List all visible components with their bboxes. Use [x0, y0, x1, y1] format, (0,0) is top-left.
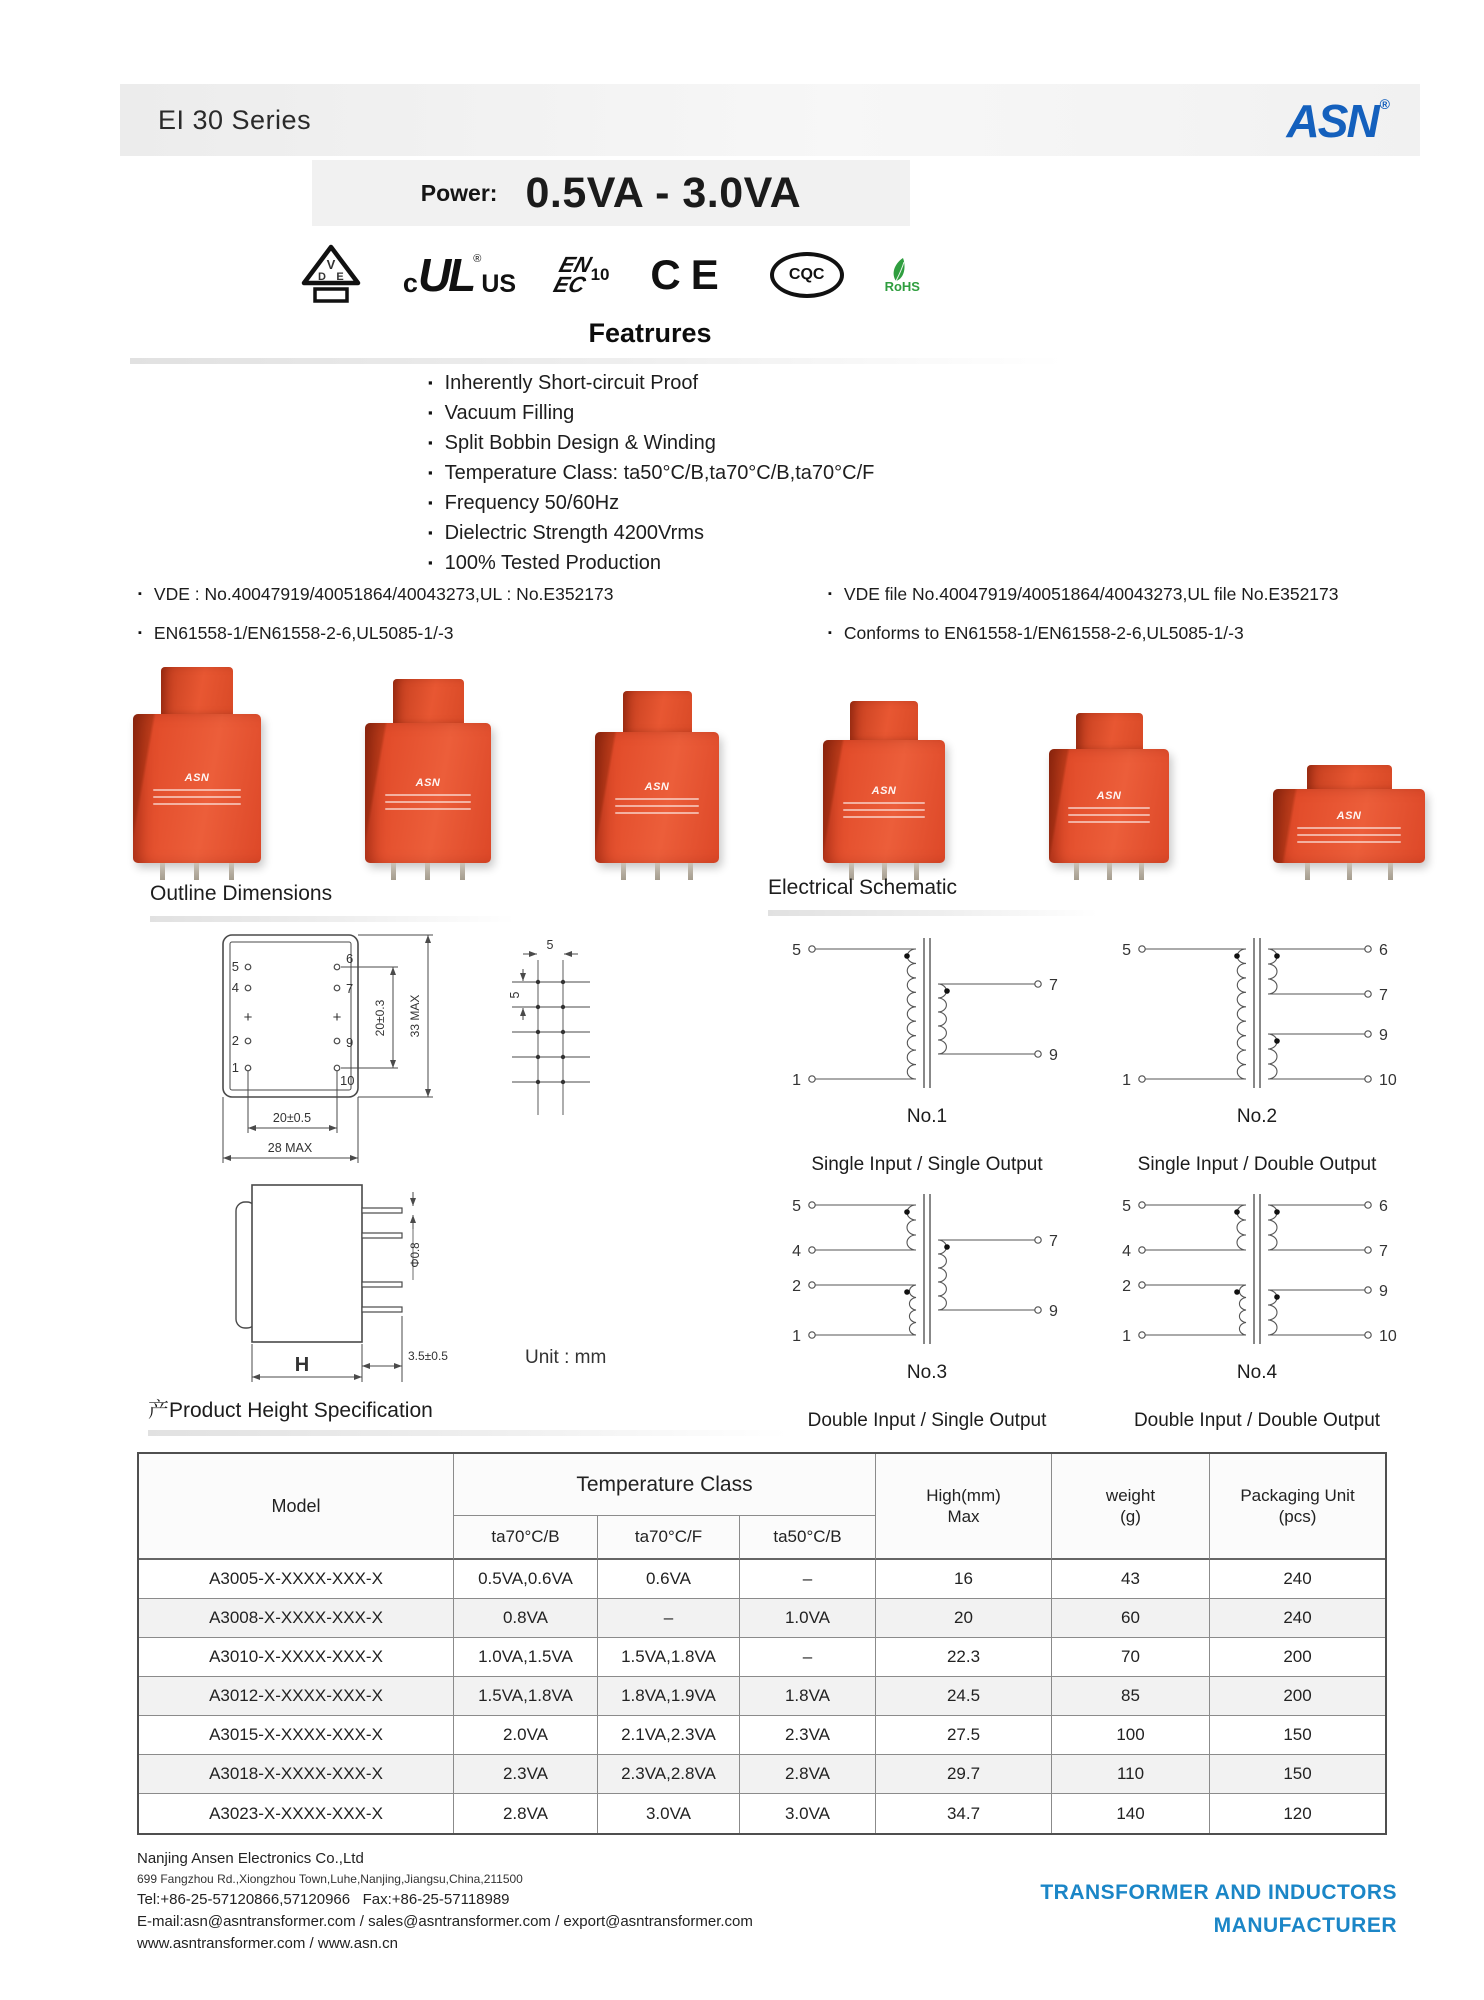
pin-label-1: 1 [231, 1060, 239, 1075]
schematic-figure-2 [1102, 924, 1412, 1102]
schematic-number: No.4 [1236, 1362, 1278, 1383]
table-cell: 1.0VA,1.5VA [454, 1638, 598, 1677]
vde-letter-v: V [326, 257, 336, 272]
table-cell: 85 [1052, 1677, 1210, 1716]
pin [688, 863, 693, 880]
table-cell: 27.5 [876, 1716, 1052, 1755]
table-cell: 0.8VA [454, 1599, 598, 1638]
label-line [1297, 841, 1400, 843]
grid-pitch-vertical: 5 [508, 991, 522, 999]
header-line: (pcs) [1278, 1507, 1317, 1526]
feature-text: Inherently Short-circuit Proof [444, 372, 699, 394]
table-cell: 110 [1052, 1755, 1210, 1794]
table-cell: 0.5VA,0.6VA [454, 1560, 598, 1599]
svg-text:10: 10 [1379, 1072, 1397, 1089]
transformer-label [1297, 810, 1400, 843]
table-cell: A3010-X-XXXX-XXX-X [139, 1638, 454, 1677]
table-cell: A3008-X-XXXX-XXX-X [139, 1599, 454, 1638]
outline-divider [150, 916, 515, 922]
schematic-cell [762, 1180, 1092, 1436]
height-spec-divider [148, 1430, 788, 1436]
svg-text:7: 7 [1379, 987, 1388, 1004]
table-header-cell [1052, 1454, 1210, 1560]
features-title: Featrures [588, 318, 712, 348]
pin-label-6: 6 [346, 951, 354, 966]
feature-item [428, 368, 874, 398]
power-band [312, 160, 910, 226]
pin [194, 863, 199, 880]
schematic-number: No.1 [906, 1106, 948, 1127]
label-line [1297, 834, 1400, 836]
svg-text:9: 9 [1379, 1027, 1388, 1044]
bullet-icon: ▪ [138, 588, 142, 600]
company-address: 699 Fangzhou Rd.,Xiongzhou Town,Luhe,Nanjing,Jiangsu,China,211500 [137, 1872, 523, 1886]
feature-text: Vacuum Filling [444, 402, 575, 424]
pin [460, 863, 465, 880]
transformer-top-cap [161, 667, 233, 714]
header-line: Max [947, 1507, 980, 1526]
feature-item [428, 458, 874, 488]
svg-text:1: 1 [1122, 1072, 1131, 1089]
table-cell: 3.0VA [598, 1794, 740, 1833]
cqc-mark-icon: CQC [770, 252, 844, 298]
table-cell: 1.5VA,1.8VA [598, 1638, 740, 1677]
vde-letter-e: E [336, 271, 344, 283]
label-line [153, 803, 240, 805]
transformer-label [843, 785, 926, 818]
schematic-caption: Single Input / Double Output [1137, 1154, 1377, 1175]
table-cell: 100 [1052, 1716, 1210, 1755]
label-line [843, 809, 926, 811]
transformer-photo [595, 691, 719, 880]
transformer-pins [160, 863, 234, 880]
svg-text:6: 6 [1379, 942, 1388, 959]
table-cell: 2.3VA [740, 1716, 876, 1755]
schematic-caption: Double Input / Double Output [1133, 1410, 1381, 1431]
svg-text:5: 5 [1122, 942, 1131, 959]
pin [1074, 863, 1079, 880]
tagline-line2: MANUFACTURER [1213, 1914, 1397, 1937]
pin [1107, 863, 1112, 880]
label-line [843, 802, 926, 804]
pin [655, 863, 660, 880]
header-band [120, 84, 1420, 156]
table-cell: 2.3VA,2.8VA [598, 1755, 740, 1794]
header-line: Packaging Unit [1240, 1485, 1355, 1505]
outline-dimensions-title: Outline Dimensions [150, 882, 333, 905]
dim-height-label: H [294, 1354, 310, 1376]
pin-label-2: 2 [231, 1033, 239, 1048]
cul-prefix: c [402, 268, 418, 298]
svg-text:4: 4 [1122, 1243, 1131, 1260]
dim-20-03: 20±0.3 [373, 999, 387, 1037]
feature-text: Dielectric Strength 4200Vrms [444, 522, 704, 544]
certification-row [300, 238, 920, 312]
transformer-body [133, 714, 261, 863]
feature-item [428, 548, 874, 578]
svg-text:1: 1 [792, 1072, 801, 1089]
compliance-text: EN61558-1/EN61558-2-6,UL5085-1/-3 [153, 623, 454, 643]
unit-label: Unit : mm [525, 1347, 607, 1368]
label-line [153, 789, 240, 791]
label-line [1068, 814, 1150, 816]
table-cell: 240 [1210, 1560, 1385, 1599]
table-cell: 0.6VA [598, 1560, 740, 1599]
power-label: Power: [420, 179, 498, 206]
label-line [615, 805, 699, 807]
dim-pin-length: 3.5±0.5 [408, 1349, 448, 1363]
transformer-pins [1074, 863, 1144, 880]
svg-text:9: 9 [1379, 1283, 1388, 1300]
pin [1139, 863, 1144, 880]
schematic-caption: Double Input / Single Output [807, 1410, 1047, 1431]
bullet-icon: ▪ [428, 465, 433, 480]
transformer-label [385, 777, 471, 810]
header-line: (g) [1120, 1507, 1141, 1526]
feature-text: Split Bobbin Design & Winding [444, 432, 716, 454]
table-cell: 140 [1052, 1794, 1210, 1833]
svg-text:4: 4 [792, 1243, 801, 1260]
table-cell: – [598, 1599, 740, 1638]
dim-pin-diameter: Φ0.8 [410, 1242, 422, 1268]
table-cell: 1.8VA [740, 1677, 876, 1716]
transformer-body [595, 732, 719, 863]
electrical-schematic-title: Electrical Schematic [768, 876, 958, 899]
table-cell: 22.3 [876, 1638, 1052, 1677]
label-line [843, 816, 926, 818]
svg-text:1: 1 [792, 1328, 801, 1345]
schematic-divider [768, 910, 1098, 916]
outline-dimensions-figure [140, 930, 620, 1395]
pin-label-10: 10 [340, 1073, 355, 1088]
table-cell: 34.7 [876, 1794, 1052, 1833]
table-cell: 2.8VA [454, 1794, 598, 1833]
transformer-pins [621, 863, 693, 880]
enec-number: 10 [590, 264, 610, 284]
schematics-grid [762, 924, 1424, 1436]
label-line [1068, 821, 1150, 823]
product-photos-row [133, 646, 1425, 880]
feature-text: Temperature Class: ta50°C/B,ta70°C/B,ta70°C/F [444, 462, 875, 484]
svg-text:9: 9 [1049, 1047, 1058, 1064]
power-value: 0.5VA - 3.0VA [525, 168, 802, 217]
mount-mark-right: + [332, 1009, 342, 1026]
bullet-icon: ▪ [428, 525, 433, 540]
transformer-brand-text: ASN [1336, 809, 1362, 822]
table-cell: A3005-X-XXXX-XXX-X [139, 1560, 454, 1599]
schematic-cell [762, 924, 1092, 1180]
feature-item [428, 488, 874, 518]
table-cell: 43 [1052, 1560, 1210, 1599]
brand-logo-text: ASN [1286, 94, 1378, 147]
enec-line1: EN [556, 251, 595, 277]
rohs-text: RoHS [884, 279, 920, 294]
svg-text:5: 5 [792, 942, 801, 959]
ul-registered: ® [473, 253, 482, 265]
transformer-top-cap [1076, 713, 1143, 749]
schematic-caption: Single Input / Single Output [811, 1154, 1043, 1175]
transformer-brand-text: ASN [644, 781, 670, 793]
table-header-cell [876, 1454, 1052, 1560]
series-title: EI 30 Series [158, 104, 312, 135]
transformer-label [153, 772, 240, 805]
company-email: E-mail:asn@asntransformer.com / sales@asntransformer.com / export@asntransformer.com [137, 1913, 753, 1930]
table-cell: 200 [1210, 1677, 1385, 1716]
table-cell: A3015-X-XXXX-XXX-X [139, 1716, 454, 1755]
bullet-icon: ▪ [428, 495, 433, 510]
transformer-top-cap [623, 691, 692, 732]
transformer-photo [1049, 713, 1169, 880]
table-cell: – [740, 1560, 876, 1599]
svg-text:7: 7 [1379, 1243, 1388, 1260]
pin [391, 863, 396, 880]
dim-20-05: 20±0.5 [272, 1111, 312, 1125]
transformer-body [1273, 789, 1425, 863]
height-spec-title: 产Product Height Specification [148, 1399, 433, 1422]
table-cell: 200 [1210, 1638, 1385, 1677]
transformer-body [365, 723, 491, 863]
label-line [1068, 807, 1150, 809]
enec-mark-icon [550, 251, 610, 297]
transformer-pins [1305, 863, 1393, 880]
table-cell: 24.5 [876, 1677, 1052, 1716]
cul-suffix: US [481, 270, 517, 298]
table-header-cell: ta70°C/F [598, 1516, 740, 1560]
table-cell: 1.5VA,1.8VA [454, 1677, 598, 1716]
pin [160, 863, 165, 880]
transformer-label [1068, 790, 1150, 823]
svg-text:7: 7 [1049, 1233, 1058, 1250]
bullet-icon: ▪ [138, 627, 142, 639]
compliance-item [828, 623, 1339, 643]
table-cell: A3012-X-XXXX-XXX-X [139, 1677, 454, 1716]
registered-mark: ® [1379, 95, 1390, 112]
ul-monogram: UL [417, 249, 474, 301]
svg-text:5: 5 [792, 1198, 801, 1215]
pin [425, 863, 430, 880]
table-cell: 70 [1052, 1638, 1210, 1677]
table-cell: 2.8VA [740, 1755, 876, 1794]
transformer-photo [1273, 765, 1425, 880]
transformer-body [1049, 749, 1169, 863]
vde-letter-d: D [318, 271, 326, 283]
pin-label-9: 9 [346, 1035, 354, 1050]
company-name: Nanjing Ansen Electronics Co.,Ltd [137, 1850, 364, 1867]
transformer-top-cap [850, 701, 918, 740]
table-header-cell: ta70°C/B [454, 1516, 598, 1560]
label-line [1297, 827, 1400, 829]
transformer-brand-text: ASN [184, 772, 210, 784]
table-cell: 1.8VA,1.9VA [598, 1677, 740, 1716]
cul-us-mark-icon [402, 249, 517, 301]
compliance-item [828, 584, 1339, 604]
schematic-figure-1 [772, 924, 1082, 1102]
table-cell: 120 [1283, 1803, 1312, 1823]
pin-label-5: 5 [231, 959, 239, 974]
height-spec-table [137, 1452, 1387, 1835]
table-cell: 20 [876, 1599, 1052, 1638]
compliance-item [138, 584, 614, 604]
label-line [153, 796, 240, 798]
label-line [615, 812, 699, 814]
feature-item [428, 428, 874, 458]
feature-item [428, 518, 874, 548]
compliance-text: VDE file No.40047919/40051864/40043273,UL file No.E352173 [843, 584, 1339, 604]
svg-text:1: 1 [1122, 1328, 1131, 1345]
table-cell: 150 [1210, 1755, 1385, 1794]
svg-text:2: 2 [792, 1278, 801, 1295]
features-list [428, 368, 874, 578]
header-line: weight [1105, 1485, 1156, 1505]
pin [1388, 863, 1393, 880]
enec-line2: EC [550, 272, 589, 297]
transformer-top-cap [1307, 765, 1392, 789]
transformer-brand-text: ASN [1096, 789, 1122, 802]
features-divider [130, 358, 1065, 364]
company-websites: www.asntransformer.com / www.asn.cn [137, 1935, 398, 1952]
schematic-figure-4 [1102, 1180, 1412, 1358]
pin-label-7: 7 [346, 981, 354, 996]
label-line [615, 798, 699, 800]
compliance-item [138, 623, 614, 643]
table-header-cell: Temperature Class [454, 1454, 876, 1516]
table-cell: – [740, 1638, 876, 1677]
bullet-icon: ▪ [828, 627, 832, 639]
table-cell: 150 [1210, 1716, 1385, 1755]
pin-label-4: 4 [231, 980, 239, 995]
feature-item [428, 398, 874, 428]
table-cell: 2.1VA,2.3VA [598, 1716, 740, 1755]
ce-mark-icon: CE [650, 251, 729, 298]
rohs-mark-icon [885, 257, 920, 293]
pin [621, 863, 626, 880]
table-cell: 1.0VA [740, 1599, 876, 1638]
feature-text: Frequency 50/60Hz [444, 492, 620, 514]
bullet-icon: ▪ [828, 588, 832, 600]
footer-contact-block [137, 1850, 753, 1957]
compliance-text: VDE : No.40047919/40051864/40043273,UL : No.E352173 [153, 584, 614, 604]
bullet-icon: ▪ [428, 375, 433, 390]
transformer-top-cap [393, 679, 464, 723]
footer-tagline [897, 1882, 1397, 1936]
compliance-text: Conforms to EN61558-1/EN61558-2-6,UL5085-1/-3 [843, 623, 1244, 643]
pin [229, 863, 234, 880]
table-cell: 16 [876, 1560, 1052, 1599]
feature-text: 100% Tested Production [444, 552, 662, 574]
svg-text:6: 6 [1379, 1198, 1388, 1215]
table-cell: A3023-X-XXXX-XXX-X [139, 1794, 454, 1833]
transformer-body [823, 740, 945, 863]
table-cell: 60 [1052, 1599, 1210, 1638]
transformer-photo [823, 701, 945, 880]
table-cell: 2.3VA [454, 1755, 598, 1794]
transformer-photo [365, 679, 491, 880]
schematic-number: No.2 [1236, 1106, 1278, 1127]
company-tel-fax: Tel:+86-25-57120866,57120966 Fax:+86-25-57118989 [137, 1891, 510, 1908]
schematic-cell [1092, 924, 1422, 1180]
table-cell: 29.7 [876, 1755, 1052, 1794]
label-line [385, 794, 471, 796]
schematic-cell [1092, 1180, 1422, 1436]
pin [1347, 863, 1352, 880]
transformer-photo [133, 667, 261, 880]
dim-33-max: 33 MAX [408, 994, 422, 1038]
table-cell: 3.0VA [740, 1794, 876, 1833]
brand-logo [1286, 94, 1390, 147]
header-line: High(mm) [926, 1485, 1001, 1505]
transformer-label [615, 781, 699, 814]
table-header-cell: Model [139, 1454, 454, 1560]
table-header-cell [1210, 1454, 1385, 1560]
label-line [385, 808, 471, 810]
label-line [385, 801, 471, 803]
schematic-figure-3 [772, 1180, 1082, 1358]
mount-mark-left: + [243, 1009, 253, 1026]
table-cell: 2.0VA [454, 1716, 598, 1755]
table-header-cell: ta50°C/B [740, 1516, 876, 1560]
schematic-number: No.3 [906, 1362, 948, 1383]
grid-pitch-horizontal: 5 [546, 938, 554, 952]
svg-text:2: 2 [1122, 1278, 1131, 1295]
transformer-pins [391, 863, 464, 880]
tagline-line1: TRANSFORMER AND INDUCTORS [1040, 1881, 1397, 1904]
table-cell: 240 [1210, 1599, 1385, 1638]
bullet-icon: ▪ [428, 435, 433, 450]
svg-text:10: 10 [1379, 1328, 1397, 1345]
pin [1305, 863, 1310, 880]
svg-text:5: 5 [1122, 1198, 1131, 1215]
bullet-icon: ▪ [428, 405, 433, 420]
transformer-brand-text: ASN [415, 776, 441, 789]
bullet-icon: ▪ [428, 555, 433, 570]
vde-mark-icon [300, 242, 362, 308]
table-cell: A3018-X-XXXX-XXX-X [139, 1755, 454, 1794]
transformer-brand-text: ASN [871, 785, 897, 797]
svg-text:9: 9 [1049, 1303, 1058, 1320]
svg-text:7: 7 [1049, 977, 1058, 994]
dim-28-max: 28 MAX [267, 1141, 313, 1155]
